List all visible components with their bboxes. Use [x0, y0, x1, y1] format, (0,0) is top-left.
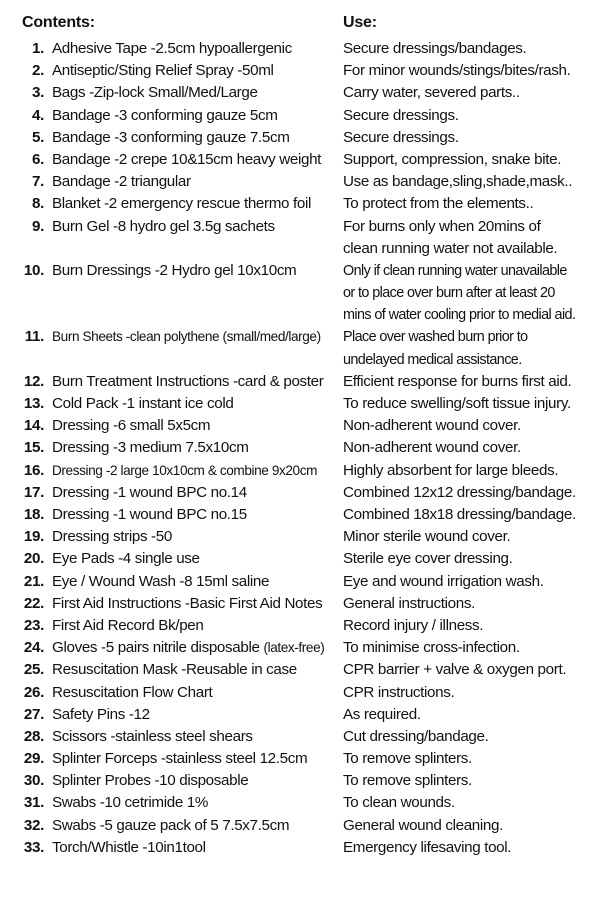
item-name — [52, 460, 337, 482]
item-use: To remove splinters. — [343, 772, 472, 790]
item-number: 32. — [23, 816, 44, 834]
item-number: 16. — [23, 461, 44, 479]
item-name — [52, 770, 337, 792]
item-name-text: Splinter Forceps -stainless steel 12.5cm — [52, 750, 308, 768]
item-name-text: Adhesive Tape -2.5cm hypoallergenic — [52, 40, 292, 57]
item-use: Emergency lifesaving tool. — [343, 838, 512, 856]
item-number: 7. — [32, 173, 44, 191]
item-name-text: Bandage -3 conforming gauze 5cm — [52, 106, 278, 124]
list-item — [0, 460, 600, 482]
item-name — [52, 837, 337, 859]
item-name — [52, 105, 337, 127]
list-item — [0, 792, 600, 814]
item-name-text: Resuscitation Flow Chart — [52, 683, 213, 701]
item-use: Combined 12x12 dressing/bandage. — [343, 483, 576, 501]
item-name-text: Swabs -5 gauze pack of 5 7.5x7.5cm — [52, 816, 290, 834]
list-item — [0, 82, 600, 104]
list-item — [0, 60, 600, 82]
item-number: 28. — [23, 727, 44, 745]
item-name — [52, 504, 337, 526]
item-number: 8. — [32, 195, 44, 213]
list-item — [0, 482, 600, 504]
item-number: 2. — [32, 62, 44, 80]
item-use: CPR instructions. — [343, 683, 455, 701]
item-number: 15. — [23, 439, 44, 457]
item-name-text: Dressing -1 wound BPC no.15 — [52, 506, 247, 523]
item-number: 29. — [23, 750, 44, 768]
item-name — [52, 659, 337, 681]
item-use: Cut dressing/bandage. — [343, 727, 489, 745]
item-number: 26. — [23, 683, 44, 701]
list-item — [0, 770, 600, 792]
item-use: Secure dressings. — [343, 106, 459, 124]
item-name-text: Torch/Whistle -10in1tool — [52, 838, 206, 856]
list-item — [0, 437, 600, 459]
item-name — [52, 593, 337, 615]
item-number: 12. — [23, 372, 44, 390]
item-number: 18. — [23, 506, 44, 523]
list-item — [0, 615, 600, 637]
list-item — [0, 504, 600, 526]
item-name-text: Antiseptic/Sting Relief Spray -50ml — [52, 62, 274, 80]
item-name — [52, 615, 337, 637]
item-name-text: Dressing -2 large 10x10cm & combine 9x20cm — [52, 462, 318, 478]
item-name-suffix: (latex-free) — [263, 640, 325, 656]
item-name — [52, 526, 337, 548]
item-name-text: Bags -Zip-lock Small/Med/Large — [52, 84, 258, 102]
list-item — [0, 38, 600, 60]
item-use: General wound cleaning. — [343, 816, 503, 834]
item-name — [52, 748, 337, 770]
item-name — [52, 371, 337, 393]
item-name-text: Burn Gel -8 hydro gel 3.5g sachets — [52, 217, 275, 235]
item-use: Place over washed burn prior to — [343, 329, 528, 346]
list-item — [0, 193, 600, 215]
item-name-text: Bandage -2 triangular — [52, 173, 191, 191]
item-number: 13. — [23, 395, 44, 413]
item-number: 27. — [23, 705, 44, 723]
item-number: 1. — [32, 40, 44, 57]
item-name-text: Gloves -5 pairs nitrile disposable — [52, 639, 260, 657]
list-item — [0, 815, 600, 837]
item-name — [52, 571, 337, 593]
item-name — [52, 149, 337, 171]
item-name-text: Dressing -1 wound BPC no.14 — [52, 483, 247, 501]
list-item — [0, 526, 600, 548]
list-item — [0, 149, 600, 171]
item-number: 31. — [23, 794, 44, 812]
item-name — [52, 548, 337, 570]
item-number: 14. — [23, 417, 44, 435]
item-name-text: Splinter Probes -10 disposable — [52, 772, 249, 790]
item-number: 9. — [32, 217, 44, 235]
item-name — [52, 682, 337, 704]
list-item — [0, 171, 600, 193]
item-name-text: Dressing -3 medium 7.5x10cm — [52, 439, 249, 457]
item-name-text: Safety Pins -12 — [52, 705, 150, 723]
item-name — [52, 326, 337, 348]
list-item — [0, 326, 600, 370]
item-number: 30. — [23, 772, 44, 790]
item-name-text: Eye / Wound Wash -8 15ml saline — [52, 572, 270, 590]
item-name — [52, 415, 337, 437]
item-name-text: Swabs -10 cetrimide 1% — [52, 794, 209, 812]
item-number: 21. — [23, 572, 44, 590]
item-name-text: Dressing -6 small 5x5cm — [52, 417, 211, 435]
item-use: Efficient response for burns first aid. — [343, 372, 572, 390]
list-item — [0, 216, 600, 260]
item-name-text: Blanket -2 emergency rescue thermo foil — [52, 195, 312, 213]
item-use: General instructions. — [343, 594, 475, 612]
list-item — [0, 260, 600, 327]
item-number: 10. — [23, 261, 44, 279]
contents-list — [0, 38, 600, 859]
item-use: Record injury / illness. — [343, 616, 484, 634]
item-name-text: Cold Pack -1 instant ice cold — [52, 395, 234, 413]
list-item — [0, 415, 600, 437]
item-use: Non-adherent wound cover. — [343, 417, 521, 435]
item-number: 3. — [32, 84, 44, 102]
list-item — [0, 837, 600, 859]
item-use: Non-adherent wound cover. — [343, 439, 521, 457]
item-name — [52, 482, 337, 504]
list-item — [0, 704, 600, 726]
item-use: Only if clean running water unavailable — [343, 262, 567, 279]
item-use: undelayed medical assistance. — [343, 351, 522, 368]
item-number: 5. — [32, 128, 44, 146]
item-name-text: Dressing strips -50 — [52, 528, 172, 546]
item-number: 4. — [32, 106, 44, 124]
item-use: To reduce swelling/soft tissue injury. — [343, 395, 571, 413]
list-item — [0, 726, 600, 748]
item-use: Minor sterile wound cover. — [343, 528, 511, 546]
item-name-text: Eye Pads -4 single use — [52, 550, 200, 568]
item-name — [52, 815, 337, 837]
item-name-text: Burn Treatment Instructions -card & poster — [52, 372, 324, 390]
item-use: For minor wounds/stings/bites/rash. — [343, 62, 571, 80]
item-name — [52, 60, 337, 82]
item-name — [52, 637, 337, 659]
item-use: Eye and wound irrigation wash. — [343, 572, 544, 590]
item-number: 22. — [23, 594, 44, 612]
list-item — [0, 637, 600, 659]
item-name — [52, 193, 337, 215]
list-item — [0, 593, 600, 615]
list-item — [0, 371, 600, 393]
item-number: 23. — [23, 616, 44, 634]
item-use: As required. — [343, 705, 421, 723]
item-number: 20. — [23, 550, 44, 568]
item-use: Use as bandage,sling,shade,mask.. — [343, 173, 573, 191]
item-use: clean running water not available. — [343, 239, 558, 257]
item-name — [52, 792, 337, 814]
item-use: or to place over burn after at least 20 — [343, 285, 555, 302]
use-header: Use: — [343, 14, 377, 31]
item-use: To clean wounds. — [343, 794, 455, 812]
list-item — [0, 571, 600, 593]
item-use: Support, compression, snake bite. — [343, 150, 562, 168]
item-number: 24. — [23, 639, 44, 657]
item-use: CPR barrier + valve & oxygen port. — [343, 661, 567, 679]
item-name — [52, 216, 337, 238]
item-name-text: Resuscitation Mask -Reusable in case — [52, 661, 297, 679]
item-name-text: Burn Dressings -2 Hydro gel 10x10cm — [52, 261, 297, 279]
item-name — [52, 82, 337, 104]
list-item — [0, 127, 600, 149]
item-name — [52, 260, 337, 282]
item-number: 19. — [23, 528, 44, 546]
item-name — [52, 704, 337, 726]
item-use: Carry water, severed parts.. — [343, 84, 520, 102]
item-use: Secure dressings/bandages. — [343, 40, 527, 57]
item-name-text: First Aid Record Bk/pen — [52, 616, 204, 634]
item-name — [52, 393, 337, 415]
item-name — [52, 726, 337, 748]
item-use: Highly absorbent for large bleeds. — [343, 461, 559, 479]
item-use: Secure dressings. — [343, 128, 459, 146]
contents-header: Contents: — [22, 14, 95, 31]
item-number: 6. — [32, 150, 44, 168]
item-use: To minimise cross-infection. — [343, 639, 520, 657]
list-item — [0, 748, 600, 770]
item-name — [52, 437, 337, 459]
list-item — [0, 393, 600, 415]
item-number: 33. — [23, 838, 44, 856]
list-item — [0, 105, 600, 127]
list-item — [0, 659, 600, 681]
item-use: For burns only when 20mins of — [343, 217, 541, 235]
list-item — [0, 682, 600, 704]
item-name-text: Burn Sheets -clean polythene (small/med/large) — [52, 329, 321, 345]
item-name-text: First Aid Instructions -Basic First Aid Notes — [52, 594, 323, 612]
item-use: To protect from the elements.. — [343, 195, 534, 213]
item-number: 25. — [23, 661, 44, 679]
item-name-text: Bandage -3 conforming gauze 7.5cm — [52, 128, 290, 146]
list-item — [0, 548, 600, 570]
item-use: Combined 18x18 dressing/bandage. — [343, 506, 576, 523]
item-name — [52, 38, 337, 60]
item-name-text: Bandage -2 crepe 10&15cm heavy weight — [52, 150, 322, 168]
item-use: To remove splinters. — [343, 750, 472, 768]
item-name — [52, 127, 337, 149]
item-number: 17. — [23, 483, 44, 501]
item-name-text: Scissors -stainless steel shears — [52, 727, 253, 745]
item-number: 11. — [24, 328, 44, 346]
item-use: Sterile eye cover dressing. — [343, 550, 513, 568]
item-name — [52, 171, 337, 193]
item-use: mins of water cooling prior to medial aid. — [343, 307, 576, 324]
